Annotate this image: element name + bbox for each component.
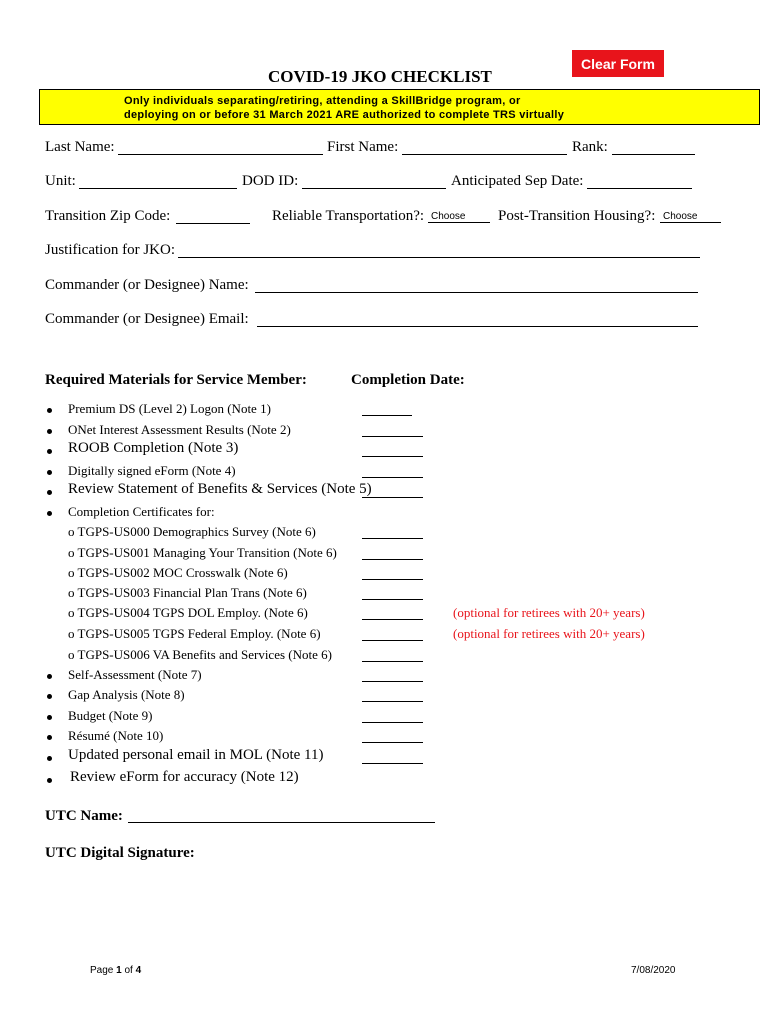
clear-form-button[interactable]: Clear Form bbox=[572, 50, 664, 77]
justification-label: Justification for JKO: bbox=[45, 242, 175, 258]
sep-date-field[interactable] bbox=[587, 174, 692, 189]
completion-date-field[interactable] bbox=[362, 424, 423, 437]
first-name-label: First Name: bbox=[327, 139, 399, 155]
completion-date-field[interactable] bbox=[362, 669, 423, 682]
checklist-item-label: o TGPS-US003 Financial Plan Trans (Note 6) bbox=[68, 585, 307, 600]
checklist-item-label: Budget (Note 9) bbox=[68, 708, 153, 723]
cmdr-email-label: Commander (or Designee) Email: bbox=[45, 311, 249, 327]
page-of: of bbox=[124, 965, 133, 976]
justification-field[interactable] bbox=[178, 243, 700, 258]
zip-field[interactable] bbox=[176, 209, 250, 224]
completion-date-field[interactable] bbox=[362, 444, 423, 457]
checklist-item-label: o TGPS-US004 TGPS DOL Employ. (Note 6) bbox=[68, 605, 308, 620]
bullet-icon bbox=[47, 715, 52, 720]
completion-date-field[interactable] bbox=[362, 567, 423, 580]
completion-date-field[interactable] bbox=[362, 587, 423, 600]
last-name-label: Last Name: bbox=[45, 139, 115, 155]
checklist-item-label: Premium DS (Level 2) Logon (Note 1) bbox=[68, 401, 271, 416]
completion-date-field[interactable] bbox=[362, 751, 423, 764]
checklist-item-label: Digitally signed eForm (Note 4) bbox=[68, 463, 236, 478]
last-name-field[interactable] bbox=[118, 140, 323, 155]
notice-line-1: Only individuals separating/retiring, attending a SkillBridge program, or bbox=[124, 95, 521, 107]
bullet-icon bbox=[47, 778, 52, 783]
page-prefix: Page bbox=[90, 965, 114, 976]
checklist-item-label: o TGPS-US005 TGPS Federal Employ. (Note 6) bbox=[68, 626, 321, 641]
unit-label: Unit: bbox=[45, 173, 76, 189]
checklist-item-label: Review Statement of Benefits & Services (Note 5) bbox=[68, 481, 372, 497]
bullet-icon bbox=[47, 429, 52, 434]
notice-line-2: deploying on or before 31 March 2021 ARE authorized to complete TRS virtually bbox=[124, 109, 565, 121]
rank-label: Rank: bbox=[572, 139, 608, 155]
transport-label: Reliable Transportation?: bbox=[272, 208, 425, 224]
checklist-item-label: o TGPS-US000 Demographics Survey (Note 6) bbox=[68, 524, 316, 539]
completion-date-field[interactable] bbox=[362, 628, 423, 641]
completion-date-field[interactable] bbox=[362, 730, 423, 743]
checklist-item-label: o TGPS-US002 MOC Crosswalk (Note 6) bbox=[68, 565, 288, 580]
utc-name-field[interactable] bbox=[128, 808, 435, 823]
completion-date-heading: Completion Date: bbox=[351, 372, 465, 388]
completion-date-field[interactable] bbox=[362, 547, 423, 560]
bullet-icon bbox=[47, 470, 52, 475]
dod-id-field[interactable] bbox=[302, 174, 446, 189]
checklist-item-label: Résumé (Note 10) bbox=[68, 728, 164, 743]
completion-date-field[interactable] bbox=[362, 485, 423, 498]
bullet-icon bbox=[47, 408, 52, 413]
rank-field[interactable] bbox=[612, 140, 695, 155]
cmdr-email-field[interactable] bbox=[257, 312, 698, 327]
sep-date-label: Anticipated Sep Date: bbox=[451, 173, 584, 189]
optional-note-federal: (optional for retirees with 20+ years) bbox=[453, 626, 645, 641]
checklist-item-label: o TGPS-US001 Managing Your Transition (Note 6) bbox=[68, 545, 337, 560]
completion-date-field[interactable] bbox=[362, 649, 423, 662]
checklist-item-label: Updated personal email in MOL (Note 11) bbox=[68, 747, 324, 763]
materials-heading: Required Materials for Service Member: bbox=[45, 372, 307, 388]
checklist-item-label: Gap Analysis (Note 8) bbox=[68, 687, 185, 702]
checklist-item-label: ROOB Completion (Note 3) bbox=[68, 440, 239, 456]
bullet-icon bbox=[47, 511, 52, 516]
unit-field[interactable] bbox=[79, 174, 237, 189]
bullet-icon bbox=[47, 490, 52, 495]
cmdr-name-label: Commander (or Designee) Name: bbox=[45, 277, 249, 293]
checklist-item-label: Completion Certificates for: bbox=[68, 504, 215, 519]
footer-date: 7/08/2020 bbox=[631, 965, 676, 976]
bullet-icon bbox=[47, 735, 52, 740]
completion-date-field[interactable] bbox=[362, 689, 423, 702]
utc-signature-label: UTC Digital Signature: bbox=[45, 845, 195, 861]
checklist-item-label: ONet Interest Assessment Results (Note 2) bbox=[68, 422, 291, 437]
page-title: COVID-19 JKO CHECKLIST bbox=[268, 67, 492, 86]
checklist-item-label: o TGPS-US006 VA Benefits and Services (Note 6) bbox=[68, 647, 332, 662]
page-total: 4 bbox=[135, 965, 142, 976]
transport-select[interactable]: Choose bbox=[428, 210, 490, 223]
cmdr-name-field[interactable] bbox=[255, 278, 698, 293]
completion-date-field[interactable] bbox=[362, 526, 423, 539]
utc-name-label: UTC Name: bbox=[45, 808, 123, 824]
page-current: 1 bbox=[116, 965, 122, 976]
housing-select[interactable]: Choose bbox=[660, 210, 721, 223]
zip-label: Transition Zip Code: bbox=[45, 208, 171, 224]
completion-date-field[interactable] bbox=[362, 403, 412, 416]
completion-date-field[interactable] bbox=[362, 465, 423, 478]
bullet-icon bbox=[47, 449, 52, 454]
completion-date-field[interactable] bbox=[362, 710, 423, 723]
bullet-icon bbox=[47, 694, 52, 699]
optional-note-dol: (optional for retirees with 20+ years) bbox=[453, 605, 645, 620]
page-number bbox=[90, 965, 141, 976]
housing-label: Post-Transition Housing?: bbox=[498, 208, 656, 224]
completion-date-field[interactable] bbox=[362, 607, 423, 620]
first-name-field[interactable] bbox=[402, 140, 567, 155]
bullet-icon bbox=[47, 674, 52, 679]
checklist-item-label: Review eForm for accuracy (Note 12) bbox=[70, 769, 299, 785]
bullet-icon bbox=[47, 756, 52, 761]
dod-id-label: DOD ID: bbox=[242, 173, 299, 189]
checklist-item-label: Self-Assessment (Note 7) bbox=[68, 667, 202, 682]
notice-text bbox=[124, 94, 564, 122]
